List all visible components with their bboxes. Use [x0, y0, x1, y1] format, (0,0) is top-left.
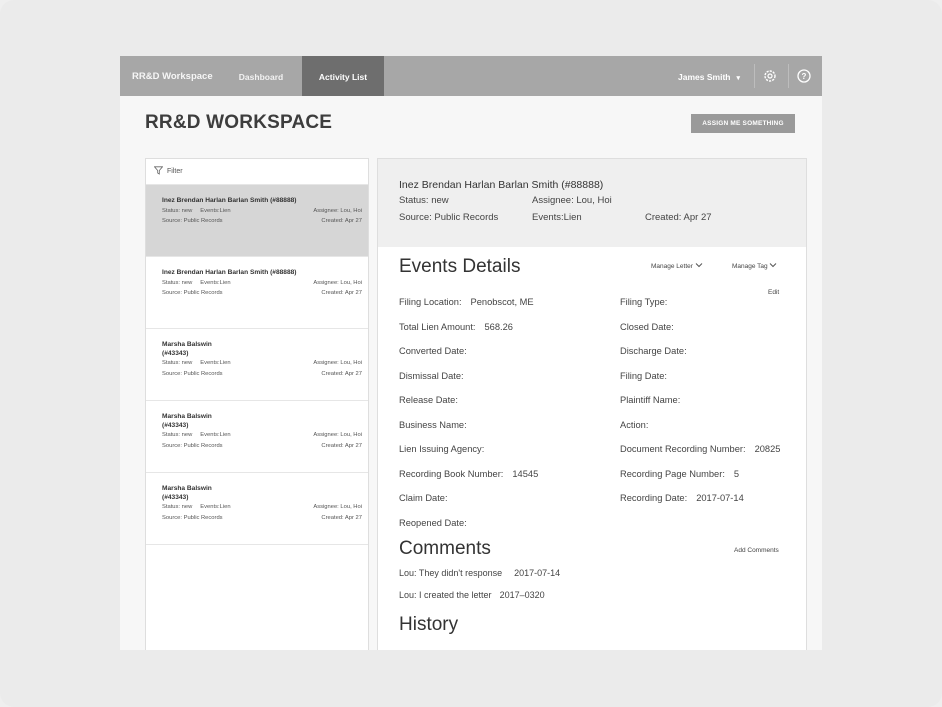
item-events: Events:Lien	[200, 279, 231, 286]
page-title: RR&D WORKSPACE	[145, 112, 333, 133]
item-source: Source: Public Records	[162, 218, 223, 224]
comment-item: Lou: I created the letter 2017–0320	[399, 590, 545, 600]
field-dismissal-date: Dismissal Date:	[399, 371, 464, 381]
item-name: Marsha Balswin (#43343)	[162, 485, 212, 501]
tab-activity-list[interactable]: Activity List	[302, 56, 384, 96]
events-details-heading: Events Details	[399, 256, 521, 277]
item-source: Source: Public Records	[162, 514, 223, 521]
item-status: Status: new	[162, 360, 193, 366]
item-status: Status: new	[162, 207, 193, 214]
detail-name: Inez Brendan Harlan Barlan Smith (#88888)	[399, 179, 604, 191]
top-navigation-bar	[120, 56, 822, 96]
field-business-name: Business Name:	[399, 420, 467, 430]
history-heading: History	[399, 614, 459, 635]
field-total-lien-amount: Total Lien Amount: 568.26	[399, 322, 513, 332]
detail-header	[378, 159, 806, 247]
field-reopened-date: Reopened Date:	[399, 518, 467, 528]
list-item[interactable]	[146, 185, 368, 257]
item-name: Marsha Balswin (#43343)	[162, 341, 212, 357]
user-menu[interactable]	[670, 56, 746, 96]
field-filing-date: Filing Date:	[620, 371, 668, 381]
svg-text:?: ?	[801, 72, 807, 81]
field-recording-date: Recording Date: 2017-07-14	[620, 493, 744, 503]
gear-icon	[760, 66, 780, 86]
field-plaintiff-name: Plaintiff Name:	[620, 395, 681, 405]
item-status: Status: new	[162, 432, 193, 438]
chevron-down-icon	[769, 262, 777, 268]
item-created: Created: Apr 27	[321, 218, 362, 224]
help-icon	[794, 66, 814, 86]
item-events: Events:Lien	[200, 504, 231, 510]
item-source: Source: Public Records	[162, 370, 223, 377]
manage-tag-label: Manage Tag	[732, 263, 768, 270]
item-events: Events:Lien	[200, 432, 231, 438]
item-events: Events:Lien	[200, 207, 231, 214]
field-document-recording-number: Document Recording Number: 20825	[620, 444, 781, 454]
list-item[interactable]	[146, 257, 368, 329]
list-item[interactable]	[146, 329, 368, 401]
field-closed-date: Closed Date:	[620, 322, 674, 332]
item-source: Source: Public Records	[162, 290, 223, 296]
field-action: Action:	[620, 420, 649, 430]
field-release-date: Release Date:	[399, 395, 458, 405]
filter-label: Filter	[167, 168, 183, 175]
detail-events: Events:Lien	[532, 212, 582, 223]
detail-status: Status: new	[399, 195, 449, 206]
item-created: Created: Apr 27	[321, 290, 362, 296]
list-item[interactable]	[146, 473, 368, 545]
detail-assignee: Assignee: Lou, Hoi	[532, 195, 612, 206]
detail-created: Created: Apr 27	[645, 212, 712, 223]
manage-letter-dropdown[interactable]	[651, 262, 703, 270]
settings-button[interactable]	[760, 66, 780, 86]
activity-list-panel	[145, 158, 369, 650]
edit-link[interactable]: Edit	[768, 289, 780, 296]
tab-dashboard[interactable]: Dashboard	[238, 72, 284, 82]
item-name: Inez Brendan Harlan Barlan Smith (#88888)	[162, 269, 297, 276]
item-name: Marsha Balswin (#43343)	[162, 413, 212, 429]
chevron-down-icon	[695, 262, 703, 268]
item-events: Events:Lien	[200, 360, 231, 366]
field-lien-issuing-agency: Lien Issuing Agency:	[399, 444, 485, 454]
app-window	[120, 56, 822, 650]
item-created: Created: Apr 27	[321, 370, 362, 377]
item-source: Source: Public Records	[162, 442, 223, 449]
chevron-down-icon: ▾	[736, 75, 740, 82]
item-created: Created: Apr 27	[321, 442, 362, 449]
list-item[interactable]	[146, 401, 368, 473]
field-filing-location: Filing Location: Penobscot, ME	[399, 297, 534, 307]
detail-panel	[377, 158, 807, 650]
item-assignee: Assignee: Lou, Hoi	[313, 279, 362, 286]
item-name: Inez Brendan Harlan Barlan Smith (#88888)	[162, 197, 297, 204]
manage-tag-dropdown[interactable]	[732, 262, 777, 270]
item-assignee: Assignee: Lou, Hoi	[313, 360, 362, 366]
user-name: James Smith	[678, 72, 731, 82]
item-created: Created: Apr 27	[321, 514, 362, 521]
detail-source: Source: Public Records	[399, 212, 499, 223]
item-status: Status: new	[162, 504, 193, 510]
item-assignee: Assignee: Lou, Hoi	[313, 504, 362, 510]
help-button[interactable]	[794, 66, 814, 86]
filter-icon	[154, 166, 163, 175]
add-comments-link[interactable]: Add Comments	[734, 547, 779, 554]
filter-bar[interactable]	[146, 159, 368, 185]
field-converted-date: Converted Date:	[399, 346, 467, 356]
item-status: Status: new	[162, 279, 193, 286]
divider	[754, 64, 755, 88]
comments-heading: Comments	[399, 538, 491, 559]
divider	[788, 64, 789, 88]
field-discharge-date: Discharge Date:	[620, 346, 687, 356]
item-assignee: Assignee: Lou, Hoi	[313, 207, 362, 214]
field-filing-type: Filing Type:	[620, 297, 668, 307]
field-recording-book-number: Recording Book Number: 14545	[399, 469, 539, 479]
brand-link[interactable]: RR&D Workspace	[132, 71, 213, 82]
item-assignee: Assignee: Lou, Hoi	[313, 432, 362, 438]
comment-item: Lou: They didn't response 2017-07-14	[399, 568, 561, 578]
field-recording-page-number: Recording Page Number: 5	[620, 469, 740, 479]
assign-me-button[interactable]: ASSIGN ME SOMETHING	[691, 114, 795, 133]
field-claim-date: Claim Date:	[399, 493, 448, 503]
manage-letter-label: Manage Letter	[651, 263, 693, 270]
